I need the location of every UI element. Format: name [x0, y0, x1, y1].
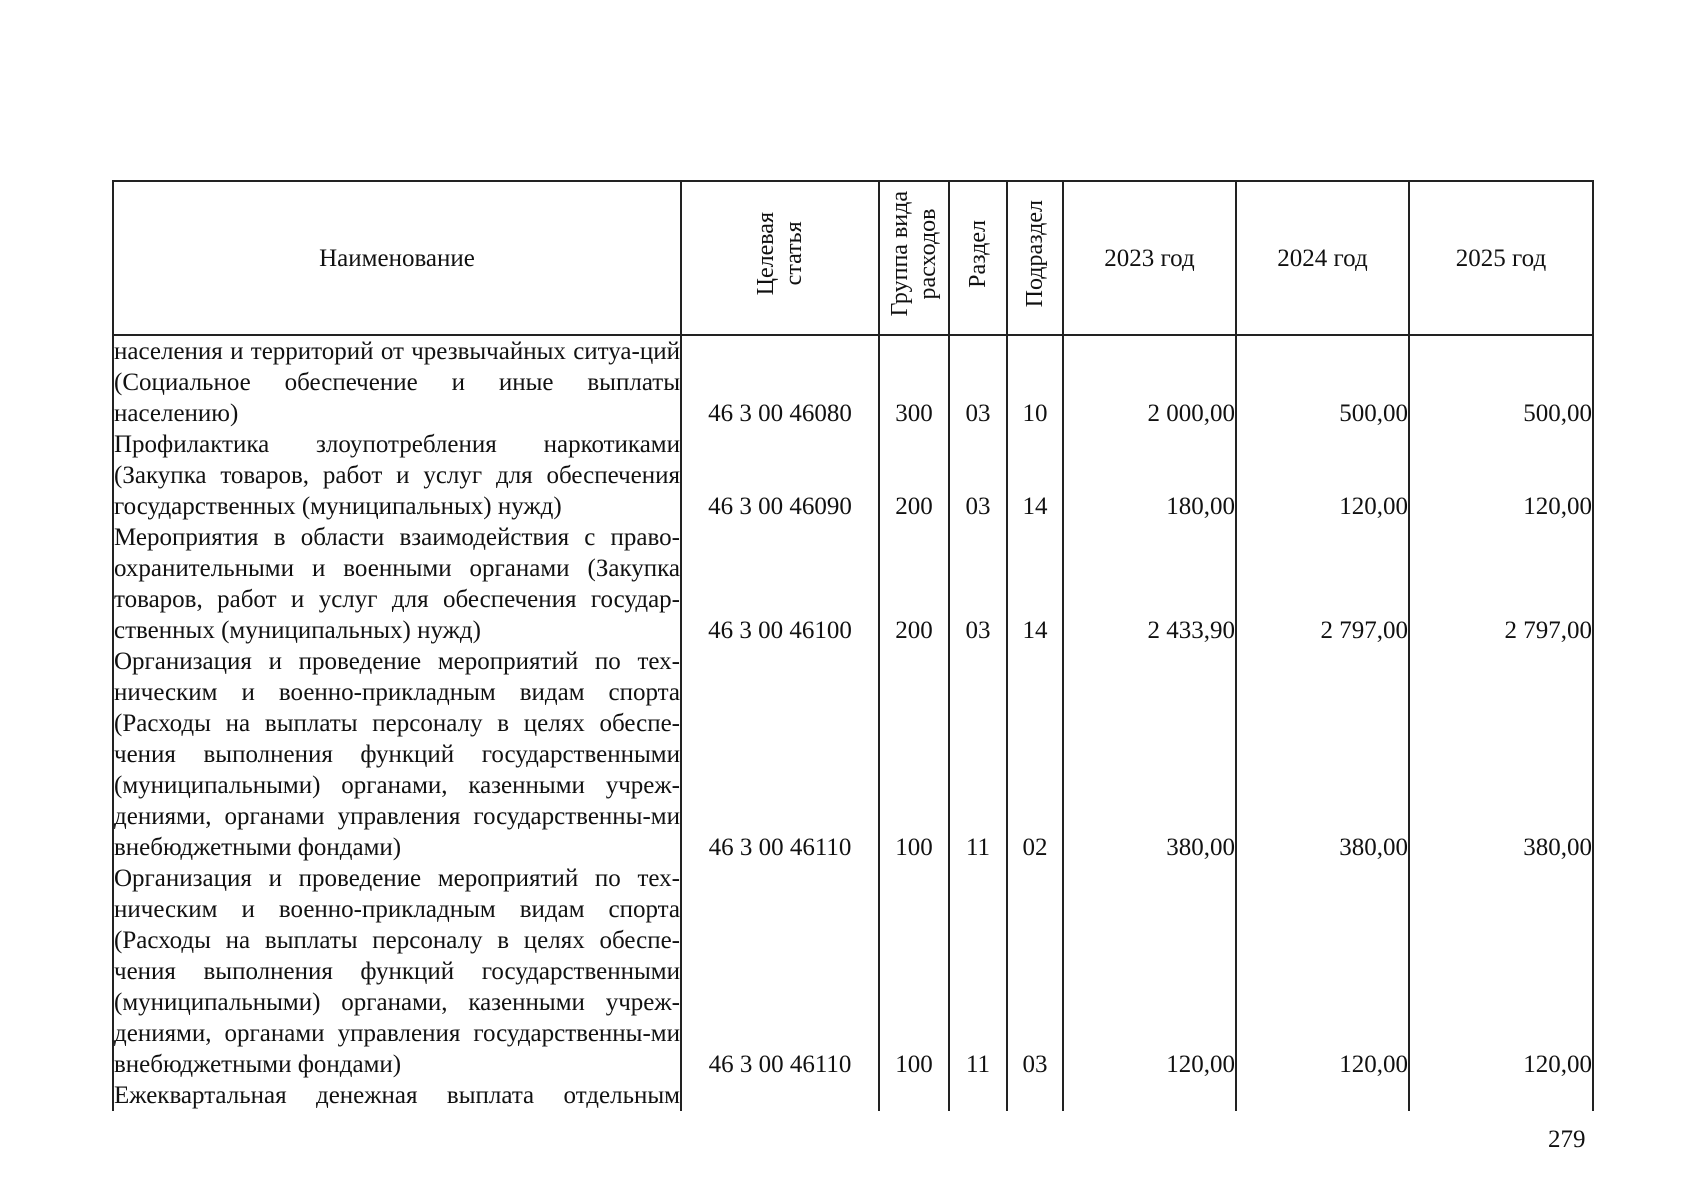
row-amount-2023: 120,00: [1063, 863, 1236, 1080]
page-number: 279: [1548, 1126, 1586, 1153]
row-amount-2025: 500,00: [1409, 335, 1593, 429]
row-section: 11: [949, 863, 1007, 1080]
row-name: Организация и проведение мероприятий по тех-ническим и военно-прикладным видам спорта (Расходы на выплаты персоналу в целях обеспе-чения выполнения функций государственными (муниципальными) органами, казенными учреж-дениями, органами управления государственны-ми внебюджетными фондами): [114, 648, 680, 861]
row-expense-group: [879, 1080, 949, 1111]
row-subsection: 02: [1007, 646, 1063, 863]
row-amount-2023: 2 000,00: [1063, 335, 1236, 429]
header-year-2023: 2023 год: [1063, 181, 1236, 335]
table-row: [113, 863, 1593, 1080]
row-expense-group: 300: [879, 335, 949, 429]
header-subsection: [1007, 181, 1063, 335]
row-section: 03: [949, 429, 1007, 522]
row-amount-2024: 2 797,00: [1236, 522, 1409, 646]
row-target-article: 46 3 00 46090: [681, 429, 879, 522]
table-row: [113, 429, 1593, 522]
row-subsection: 03: [1007, 863, 1063, 1080]
row-amount-2025: 380,00: [1409, 646, 1593, 863]
row-target-article: 46 3 00 46080: [681, 335, 879, 429]
header-name: Наименование: [113, 181, 681, 335]
row-amount-2024: 120,00: [1236, 863, 1409, 1080]
header-expense-group-line2: расходов: [915, 208, 941, 300]
row-amount-2025: 120,00: [1409, 429, 1593, 522]
row-target-article: [681, 1080, 879, 1111]
budget-table: [112, 180, 1594, 1111]
row-section: [949, 1080, 1007, 1111]
row-amount-2024: 120,00: [1236, 429, 1409, 522]
row-amount-2023: 380,00: [1063, 646, 1236, 863]
header-expense-group-line1: Группа вида: [887, 191, 913, 317]
row-name: Профилактика злоупотребления наркотиками (Закупка товаров, работ и услуг для обеспечения государственных (муниципальных) нужд): [114, 431, 680, 520]
row-section: 11: [949, 646, 1007, 863]
header-target-article: [681, 181, 879, 335]
row-target-article: 46 3 00 46100: [681, 522, 879, 646]
header-subsection-label: Подраздел: [1022, 200, 1048, 308]
row-amount-2023: 2 433,90: [1063, 522, 1236, 646]
row-amount-2024: 380,00: [1236, 646, 1409, 863]
table-row: [113, 335, 1593, 429]
row-target-article: 46 3 00 46110: [681, 646, 879, 863]
row-section: 03: [949, 335, 1007, 429]
row-expense-group: 100: [879, 863, 949, 1080]
row-name: населения и территорий от чрезвычайных ситуа-ций (Социальное обеспечение и иные выплаты населению): [113, 335, 681, 429]
header-section-label: Раздел: [965, 220, 991, 288]
row-name: Ежеквартальная денежная выплата отдельным: [114, 1082, 680, 1109]
row-amount-2025: [1409, 1080, 1593, 1111]
row-amount-2024: 500,00: [1236, 335, 1409, 429]
row-section: 03: [949, 522, 1007, 646]
row-amount-2025: 120,00: [1409, 863, 1593, 1080]
row-subsection: [1007, 1080, 1063, 1111]
table-row: [113, 1080, 1593, 1111]
row-amount-2024: [1236, 1080, 1409, 1111]
row-subsection: 10: [1007, 335, 1063, 429]
row-subsection: 14: [1007, 429, 1063, 522]
row-name: Организация и проведение мероприятий по тех-ническим и военно-прикладным видам спорта (Расходы на выплаты персоналу в целях обеспе-чения выполнения функций государственными (муниципальными) органами, казенными учреж-дениями, органами управления государственны-ми внебюджетными фондами): [114, 865, 680, 1078]
row-expense-group: 100: [879, 646, 949, 863]
header-year-2025: 2025 год: [1409, 181, 1593, 335]
header-section: [949, 181, 1007, 335]
header-expense-group: [879, 181, 949, 335]
row-subsection: 14: [1007, 522, 1063, 646]
row-target-article: 46 3 00 46110: [681, 863, 879, 1080]
row-expense-group: 200: [879, 522, 949, 646]
row-amount-2023: 180,00: [1063, 429, 1236, 522]
row-expense-group: 200: [879, 429, 949, 522]
table-row: [113, 646, 1593, 863]
row-amount-2025: 2 797,00: [1409, 522, 1593, 646]
row-name: Мероприятия в области взаимодействия с право-охранительными и военными органами (Закупка товаров, работ и услуг для обеспечения государ-ственных (муниципальных) нужд): [114, 524, 680, 644]
header-year-2024: 2024 год: [1236, 181, 1409, 335]
header-target-article-line1: Целевая: [753, 212, 779, 296]
row-amount-2023: [1063, 1080, 1236, 1111]
table-header-row: [113, 181, 1593, 335]
table-row: [113, 522, 1593, 646]
header-target-article-line2: статья: [781, 222, 807, 286]
